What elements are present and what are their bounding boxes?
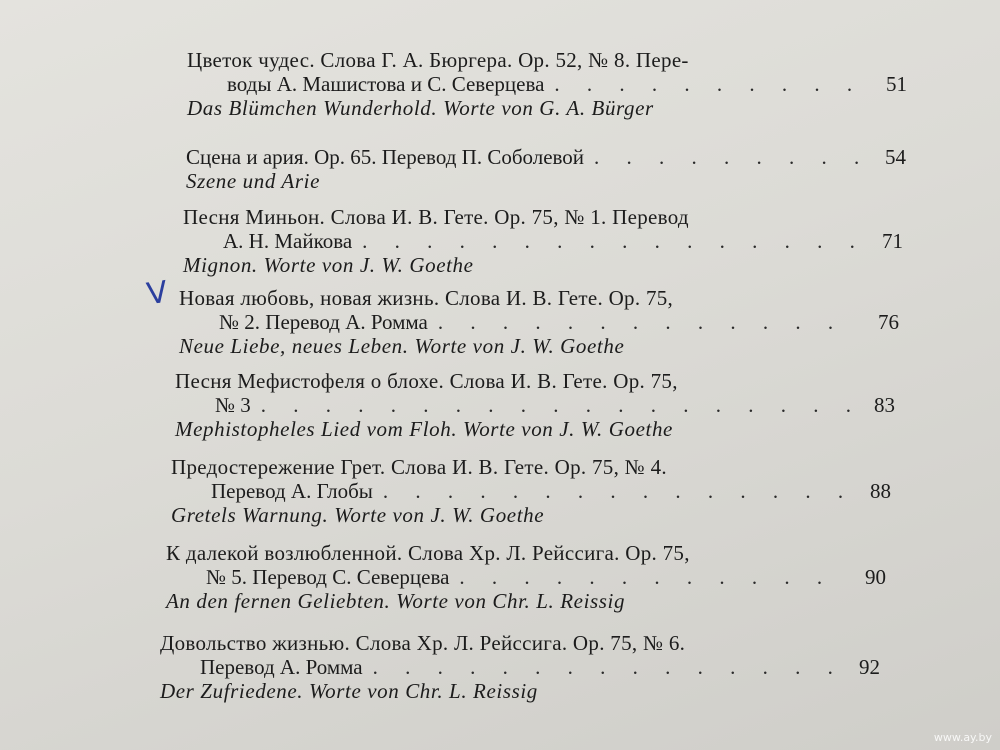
entry-continuation — [179, 310, 899, 334]
entry-title-cont: А. Н. Майкова — [223, 229, 353, 253]
toc-entry — [171, 455, 891, 527]
entry-title-line: К далекой возлюбленной. Слова Хр. Л. Рейссига. Ор. 75, — [166, 541, 690, 565]
leader-dots — [362, 229, 859, 253]
toc-entry — [166, 541, 886, 613]
entry-german-title: An den fernen Geliebten. Worte von Chr. L. Reissig — [166, 589, 626, 613]
leader-dots — [383, 479, 847, 503]
entry-title-cont: Перевод А. Ромма — [200, 655, 363, 679]
entry-title-cont: Сцена и ария. Ор. 65. Перевод П. Соболевой — [186, 145, 585, 169]
toc-entry — [160, 631, 880, 703]
entry-title-line: Песня Мефистофеля о блохе. Слова И. В. Гете. Ор. 75, — [175, 369, 678, 393]
leader-dots — [554, 72, 863, 96]
toc-entry — [175, 369, 895, 441]
leader-dots — [459, 565, 842, 589]
entry-continuation — [187, 72, 907, 96]
entry-continuation — [166, 565, 886, 589]
entry-continuation — [183, 229, 903, 253]
entry-title-line: Песня Миньон. Слова И. В. Гете. Ор. 75, № 1. Перевод — [183, 205, 689, 229]
entry-title-cont: № 3 — [215, 393, 251, 417]
toc-entry — [183, 205, 903, 277]
entry-german-title: Gretels Warnung. Worte von J. W. Goethe — [171, 503, 545, 527]
page-number: 54 — [885, 145, 906, 169]
entry-german-title: Das Blümchen Wunderhold. Worte von G. A. Bürger — [187, 96, 654, 120]
entry-title-cont: № 2. Перевод А. Ромма — [219, 310, 428, 334]
handwritten-check-mark: V — [144, 274, 170, 313]
page-number: 83 — [874, 393, 895, 417]
leader-dots — [373, 655, 836, 679]
entry-continuation — [175, 393, 895, 417]
entry-title-line: Предостережение Грет. Слова И. В. Гете. Ор. 75, № 4. — [171, 455, 667, 479]
entry-german-title: Mignon. Worte von J. W. Goethe — [183, 253, 474, 277]
entry-continuation — [186, 145, 906, 169]
leader-dots — [261, 393, 851, 417]
page-number: 51 — [886, 72, 907, 96]
page-number: 90 — [865, 565, 886, 589]
entry-german-title: Der Zufriedene. Worte von Chr. L. Reissig — [160, 679, 538, 703]
page-number: 76 — [878, 310, 899, 334]
page-number: 88 — [870, 479, 891, 503]
entry-german-title: Neue Liebe, neues Leben. Worte von J. W. Goethe — [179, 334, 625, 358]
toc-entry — [187, 48, 907, 120]
leader-dots — [438, 310, 855, 334]
entry-title-line: Довольство жизнью. Слова Хр. Л. Рейссига. Ор. 75, № 6. — [160, 631, 686, 655]
entry-title-line: Новая любовь, новая жизнь. Слова И. В. Гете. Ор. 75, — [179, 286, 674, 310]
page-number: 92 — [859, 655, 880, 679]
toc-entry — [186, 145, 906, 193]
toc-entry — [179, 286, 899, 358]
entry-continuation — [171, 479, 891, 503]
entry-continuation — [160, 655, 880, 679]
entry-title-line: Цветок чудес. Слова Г. А. Бюргера. Ор. 52, № 8. Пере- — [187, 48, 689, 72]
entry-german-title: Szene und Arie — [186, 169, 320, 193]
entry-german-title: Mephistopheles Lied vom Floh. Worte von J. W. Goethe — [175, 417, 673, 441]
entry-title-cont: воды А. Машистова и С. Северцева — [227, 72, 545, 96]
entry-title-cont: Перевод А. Глобы — [211, 479, 373, 503]
entry-title-cont: № 5. Перевод С. Северцева — [206, 565, 450, 589]
leader-dots — [594, 145, 862, 169]
site-watermark: www.ay.by — [933, 731, 992, 744]
page-number: 71 — [882, 229, 903, 253]
